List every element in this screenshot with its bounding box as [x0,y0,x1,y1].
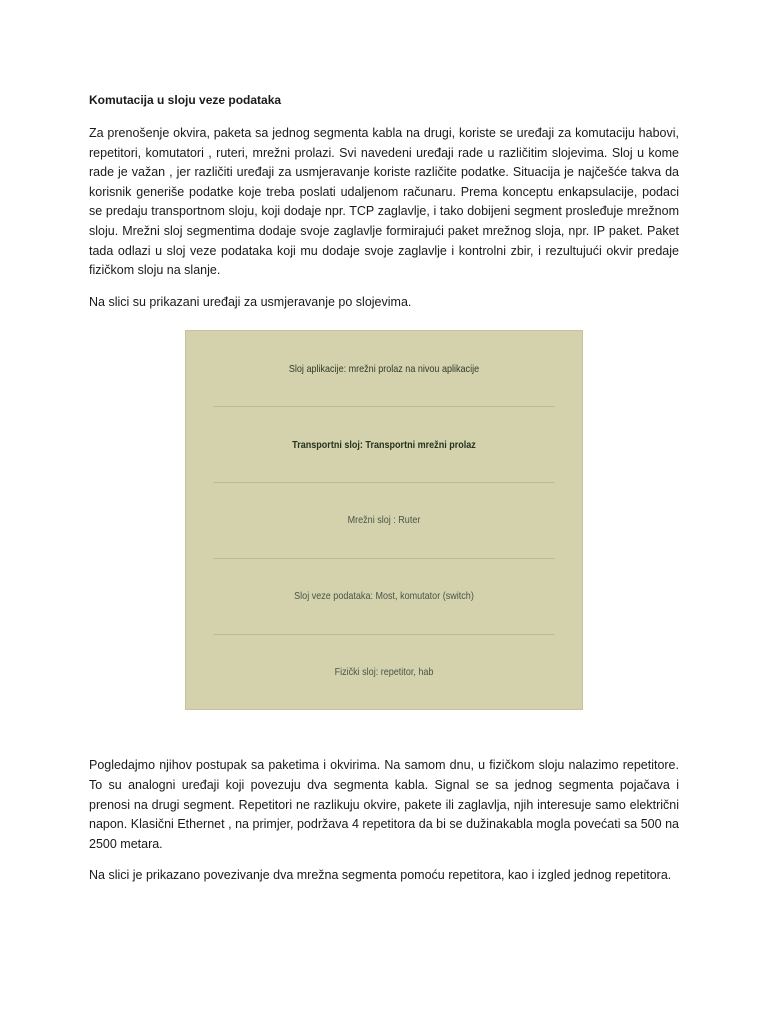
figure-layer-data-link: Sloj veze podataka: Most, komutator (switch) [214,559,555,635]
paragraph-repeaters: Pogledajmo njihov postupak sa paketima i okvirima. Na samom dnu, u fizičkom sloju nalazimo repetitore. To su analogni uređaji koji povezuju dva segmenta kabla. Signal se sa jednog segmenta pojačava i prenosi na drugi segment. Repetitori ne razlikuju okvire, pakete ili zaglavlja, njih interesuje samo električni napon. Klasični Ethernet , na primjer, podržava 4 repetitora da bi se dužinakabla mogla povećati sa 500 na 2500 metara. [89,758,679,851]
paragraph-intro: Za prenošenje okvira, paketa sa jednog segmenta kabla na drugi, koriste se uređaji za komutaciju habovi, repetitori, komutatori , ruteri, mrežni prolazi. Svi navedeni uređaji rade u različitim slojevima. Sloj u kome rade je važan , jer različiti uređaji za usmjeravanje koriste različite podatke. Situacija je najčešće takva da korisnik generiše podatke koje treba poslati udaljenom računaru. Prema konceptu enkapsulacije, podaci se predaju transportnom sloju, koji dodaje npr. TCP zaglavlje, i tako dobijeni segment prosleđuje mrežnom sloju. Mrežni sloj segmentima dodaje svoje zaglavlje formirajući paket mrežnog sloja, npr. IP paket. Paket tada odlazi u sloj veze podataka koji mu dodaje svoje zaglavlje i kontrolni zbir, i rezultujući okvir predaje fizičkom sloju na slanje. [89,126,679,278]
figure-layer-physical: Fizički sloj: repetitor, hab [334,665,434,678]
paragraph-figure-caption: Na slici su prikazani uređaji za usmjeravanje po slojevima. [89,294,412,309]
figure-layer-application: Sloj aplikacije: mrežni prolaz na nivou aplikacije [214,331,555,407]
document-page [89,90,679,898]
layer-devices-figure [185,330,583,710]
figure-layer-transport: Transportni sloj: Transportni mrežni prolaz [214,407,555,483]
paragraph-repeater-figure: Na slici je prikazano povezivanje dva mrežna segmenta pomoću repetitora, kao i izgled jednog repetitora. [89,868,672,883]
figure-layer-network: Mrežni sloj : Ruter [214,483,555,559]
section-heading: Komutacija u sloju veze podataka [89,93,282,107]
